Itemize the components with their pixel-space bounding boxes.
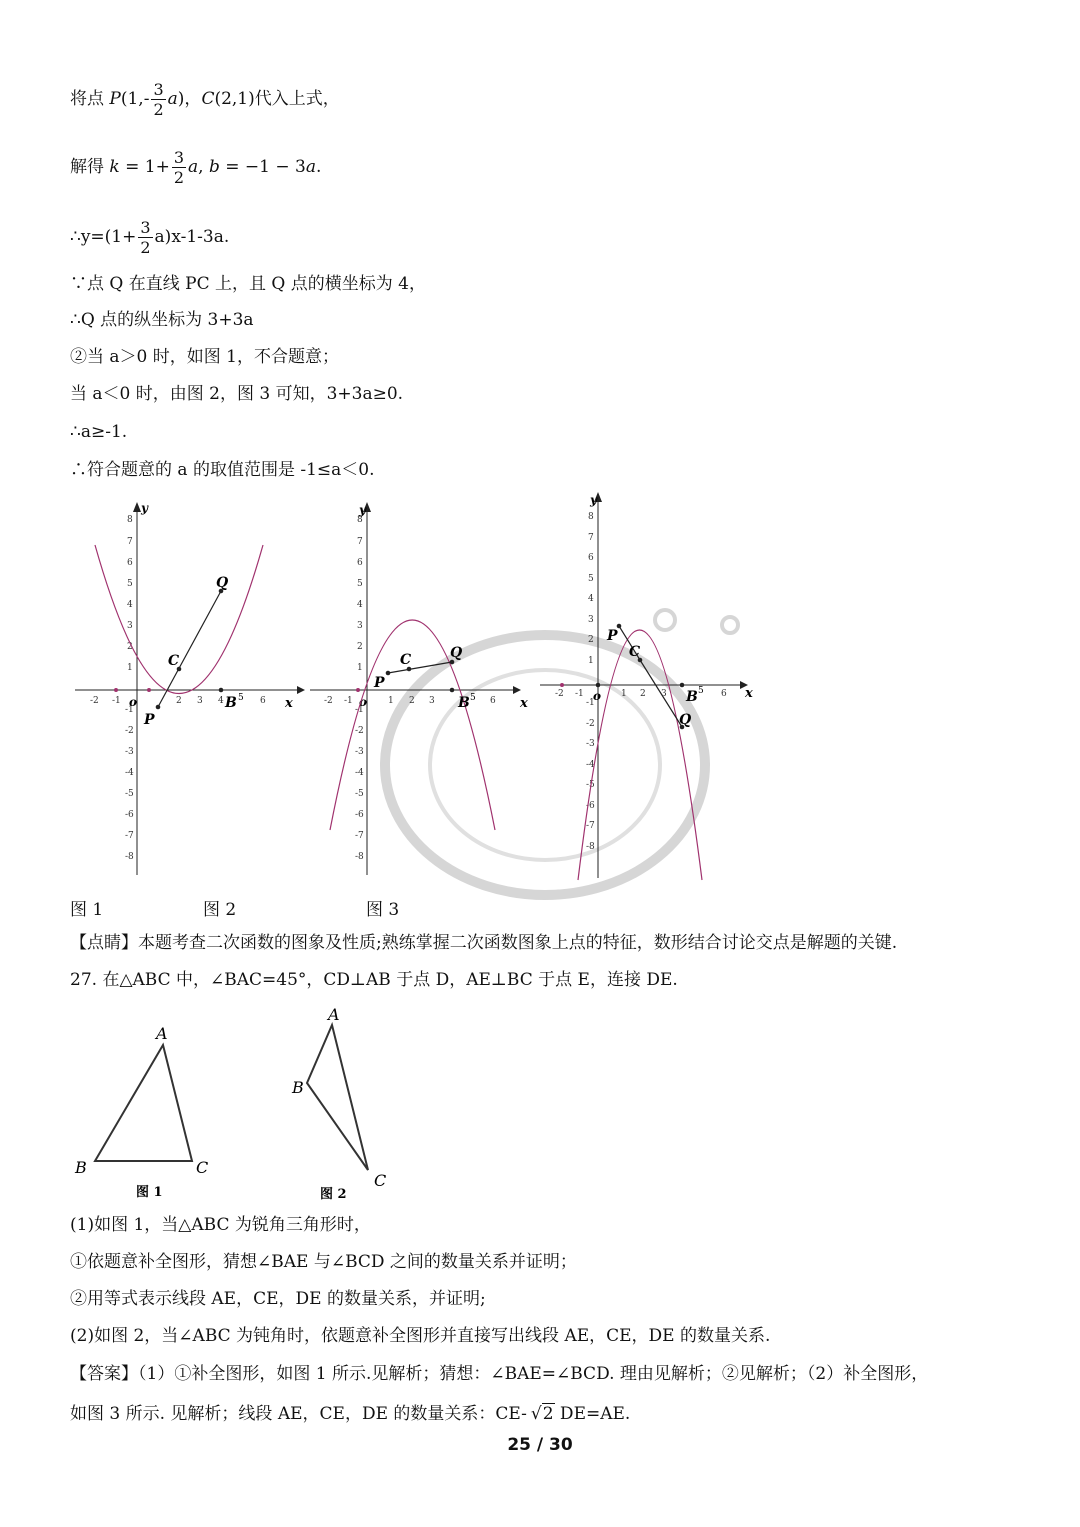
svg-text:-5: -5: [125, 789, 134, 799]
svg-text:-8: -8: [586, 842, 595, 852]
line-case-positive: ②当 a＞0 时，如图 1，不合题意；: [70, 347, 339, 367]
line-case-negative: 当 a＜0 时，由图 2，图 3 可知，3+3a≥0.: [70, 384, 404, 404]
svg-text:4: 4: [218, 696, 224, 706]
svg-text:7: 7: [357, 537, 363, 547]
x-axis: [75, 686, 305, 694]
tick-five-label: 5: [470, 693, 476, 703]
triangle-figure-1: [74, 1024, 208, 1200]
part-1-intro: (1)如图 1，当△ABC 为锐角三角形时，: [70, 1215, 371, 1235]
origin-label: o: [593, 689, 602, 703]
line-solve: 解得 k = 1+ $\frac{3}{2}$ a, b = −1 − 3a.: [70, 148, 322, 187]
svg-text:-3: -3: [125, 747, 134, 757]
svg-text:2: 2: [176, 696, 182, 706]
svg-text:1: 1: [388, 696, 394, 706]
tick-five-label: 5: [238, 693, 244, 703]
svg-text:2: 2: [588, 635, 594, 645]
svg-text:1: 1: [621, 689, 627, 699]
point-p-label: P: [144, 712, 155, 728]
svg-text:1: 1: [127, 663, 133, 673]
svg-text:6: 6: [588, 553, 594, 563]
svg-text:4: 4: [588, 594, 594, 604]
svg-text:5: 5: [357, 579, 363, 589]
graph-figure-1: [75, 500, 305, 880]
line-range: ∴符合题意的 a 的取值范围是 -1≤a＜0.: [70, 460, 375, 480]
svg-text:-5: -5: [586, 780, 595, 790]
part-1-question-a: ①依题意补全图形，猜想∠BAE 与∠BCD 之间的数量关系并证明；: [70, 1252, 577, 1272]
svg-text:-1: -1: [344, 696, 353, 706]
graph-figure-3: [540, 490, 770, 885]
point-p-label: P: [607, 628, 618, 644]
svg-text:5: 5: [588, 574, 594, 584]
y-axis-label: y: [141, 501, 148, 515]
svg-text:4: 4: [127, 600, 133, 610]
origin-label: o: [129, 695, 138, 709]
y-axis-label: y: [590, 493, 597, 507]
sqrt-symbol: √2: [530, 1404, 554, 1424]
triangle-caption-1: 图 1: [136, 1185, 163, 1200]
svg-text:-2: -2: [125, 726, 134, 736]
graph-caption-3: 图 3: [366, 900, 400, 920]
svg-text:5: 5: [127, 579, 133, 589]
line-a-bound: ∴a≥-1.: [70, 422, 128, 442]
svg-text:-4: -4: [355, 768, 364, 778]
triangle-caption-2: 图 2: [320, 1187, 347, 1202]
svg-text:-2: -2: [586, 719, 595, 729]
svg-text:-7: -7: [586, 821, 595, 831]
point-q-label: Q: [216, 575, 229, 591]
svg-text:4: 4: [357, 600, 363, 610]
part-2-question: (2)如图 2，当∠ABC 为钝角时，依题意补全图形并直接写出线段 AE，CE，DE 的数量关系.: [70, 1326, 771, 1346]
graph-caption-2: 图 2: [203, 900, 237, 920]
vertex-b-label: B: [75, 1158, 87, 1177]
tick-labels: [324, 515, 496, 862]
svg-text:6: 6: [260, 696, 266, 706]
svg-text:-6: -6: [125, 810, 134, 820]
svg-text:-8: -8: [125, 852, 134, 862]
x-axis-label: x: [745, 686, 753, 701]
svg-text:-1: -1: [575, 689, 584, 699]
tick-five-label: 5: [698, 686, 704, 696]
x-axis-label: x: [285, 696, 293, 711]
svg-text:3: 3: [197, 696, 203, 706]
svg-text:-1: -1: [112, 696, 121, 706]
point-p-label: P: [374, 675, 385, 691]
svg-text:-7: -7: [125, 831, 134, 841]
svg-text:3: 3: [588, 615, 594, 625]
origin-label: o: [359, 695, 368, 709]
svg-text:-8: -8: [355, 852, 364, 862]
y-axis-label: y: [359, 503, 366, 517]
problem-27-statement: 27. 在△ABC 中，∠BAC=45°，CD⊥AB 于点 D，AE⊥BC 于点 E，连接 DE.: [70, 970, 678, 990]
point-b-label: B: [458, 695, 470, 711]
point-q-label: Q: [450, 645, 463, 661]
svg-text:2: 2: [640, 689, 646, 699]
svg-text:2: 2: [357, 642, 363, 652]
svg-text:6: 6: [357, 558, 363, 568]
svg-text:-1: -1: [125, 705, 134, 715]
x-axis: [540, 681, 748, 689]
x-axis: [310, 686, 521, 694]
svg-text:7: 7: [127, 537, 133, 547]
point-c-label: C: [629, 644, 641, 660]
svg-text:-1: -1: [586, 698, 595, 708]
svg-text:-1: -1: [355, 705, 364, 715]
point-b-label: B: [686, 689, 698, 705]
svg-text:6: 6: [127, 558, 133, 568]
vertex-a-label: A: [328, 1005, 340, 1024]
part-1-question-b: ②用等式表示线段 AE，CE，DE 的数量关系，并证明;: [70, 1289, 486, 1309]
line-q-on-pc: ∵点 Q 在直线 PC 上，且 Q 点的横坐标为 4，: [70, 274, 426, 294]
line-pq: [388, 662, 452, 673]
svg-text:8: 8: [357, 515, 363, 525]
svg-text:-4: -4: [125, 768, 134, 778]
vertex-c-label: C: [374, 1171, 387, 1190]
vertex-a-label: A: [156, 1024, 168, 1043]
svg-text:2: 2: [409, 696, 415, 706]
svg-text:-6: -6: [586, 801, 595, 811]
svg-text:-2: -2: [90, 696, 99, 706]
vertex-b-label: B: [292, 1078, 304, 1097]
line-equation: ∴y=(1+ $\frac{3}{2}$ a)x-1-3a.: [70, 218, 230, 257]
svg-text:-4: -4: [586, 760, 595, 770]
y-axis: [133, 502, 141, 875]
graph-figure-2: [310, 500, 540, 880]
svg-text:-2: -2: [355, 726, 364, 736]
svg-text:3: 3: [429, 696, 435, 706]
tick-labels: [555, 512, 727, 852]
line-pq: [619, 626, 682, 727]
answer-line-2: 如图 3 所示. 见解析；线段 AE，CE，DE 的数量关系：CE- √2 DE=AE.: [70, 1404, 631, 1424]
answer-line-1: 【答案】（1）①补全图形，如图 1 所示.见解析；猜想：∠BAE=∠BCD. 理由见解析；②见解析；（2）补全图形，: [70, 1364, 929, 1384]
comment-key-point: 【点睛】本题考查二次函数的图象及性质;熟练掌握二次函数图象上点的特征，数形结合讨论交点是解题的关键.: [70, 933, 898, 953]
point-c-label: C: [400, 652, 412, 668]
graph-caption-1: 图 1: [70, 900, 104, 920]
svg-text:-2: -2: [555, 689, 564, 699]
line-substitute: 将点 P(1,- $\frac{3}{2}$ a)，C(2,1)代入上式，: [70, 80, 340, 119]
svg-text:-2: -2: [324, 696, 333, 706]
line-q-ordinate: ∴Q 点的纵坐标为 3+3a: [70, 310, 254, 330]
page-number: 25 / 30: [507, 1435, 573, 1455]
triangle-figures: [70, 1000, 410, 1210]
point-b-label: B: [225, 695, 237, 711]
point-q-label: Q: [679, 712, 692, 728]
svg-text:6: 6: [490, 696, 496, 706]
svg-text:8: 8: [588, 512, 594, 522]
svg-text:7: 7: [588, 533, 594, 543]
svg-text:3: 3: [127, 621, 133, 631]
svg-text:3: 3: [357, 621, 363, 631]
svg-text:2: 2: [127, 642, 133, 652]
svg-text:8: 8: [127, 515, 133, 525]
svg-text:-3: -3: [355, 747, 364, 757]
svg-text:1: 1: [588, 656, 594, 666]
svg-text:3: 3: [661, 689, 667, 699]
x-axis-label: x: [520, 696, 528, 711]
vertex-c-label: C: [196, 1158, 209, 1177]
parabola-curve: [578, 630, 702, 880]
svg-text:6: 6: [721, 689, 727, 699]
svg-text:1: 1: [357, 663, 363, 673]
point-c-label: C: [168, 653, 180, 669]
svg-text:-7: -7: [355, 831, 364, 841]
y-axis: [363, 502, 371, 875]
svg-text:-3: -3: [586, 739, 595, 749]
svg-text:-6: -6: [355, 810, 364, 820]
svg-text:-5: -5: [355, 789, 364, 799]
triangle-figure-2: [291, 1005, 386, 1202]
